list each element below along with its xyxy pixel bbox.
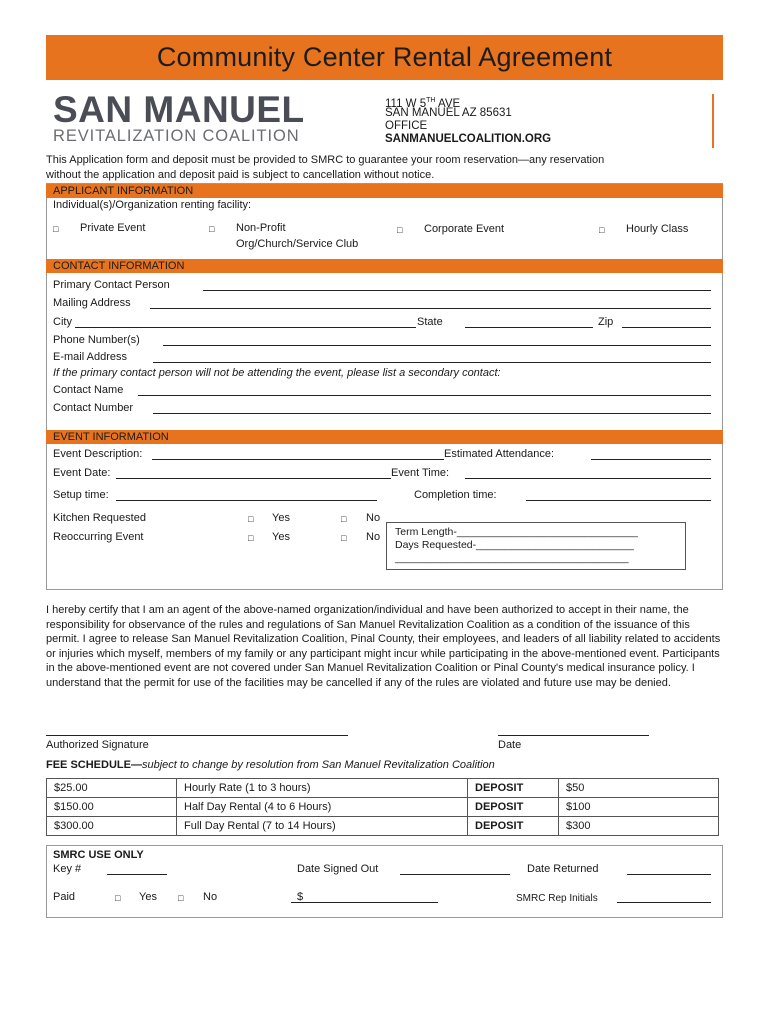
paid-no-label: No [203, 891, 218, 903]
dollar-sign: $ [297, 891, 304, 903]
phone-field[interactable] [163, 345, 711, 346]
date-signed-out-field[interactable] [400, 874, 510, 875]
contact-header: CONTACT INFORMATION [46, 259, 723, 273]
applicant-header: APPLICANT INFORMATION [46, 184, 723, 198]
table-row [47, 817, 719, 836]
paid-label: Paid [53, 891, 76, 903]
date-returned-field[interactable] [627, 874, 711, 875]
event-header: EVENT INFORMATION [46, 430, 723, 444]
key-field[interactable] [107, 874, 167, 875]
event-time-field[interactable] [465, 478, 711, 479]
key-label: Key # [53, 863, 82, 875]
contact-name-field[interactable] [138, 395, 711, 396]
address-street: 111 W 5TH AVE [385, 97, 461, 110]
fee-price: $150.00 [47, 798, 177, 817]
kitchen-requested-label: Kitchen Requested [53, 512, 146, 524]
signature-label: Authorized Signature [46, 739, 149, 751]
fee-deposit-amount: $300 [559, 817, 719, 836]
smrc-use-box [46, 845, 723, 918]
event-date-label: Event Date: [53, 467, 111, 479]
rep-initials-label: SMRC Rep Initials [516, 893, 598, 904]
fee-description: Full Day Rental (7 to 14 Hours) [177, 817, 468, 836]
completion-time-field[interactable] [526, 500, 711, 501]
logo-name: SAN MANUEL [53, 89, 305, 130]
setup-time-field[interactable] [116, 500, 377, 501]
state-field[interactable] [465, 327, 593, 328]
event-date-field[interactable] [116, 478, 391, 479]
zip-field[interactable] [622, 327, 711, 328]
contact-number-label: Contact Number [53, 402, 134, 414]
fee-deposit-label: DEPOSIT [468, 817, 559, 836]
table-row [47, 798, 719, 817]
nonprofit-sub-label: Org/Church/Service Club [236, 238, 359, 250]
intro-line-2: without the application and deposit paid is subject to cancellation without notice. [46, 169, 435, 181]
signature-field[interactable] [46, 735, 348, 736]
accent-divider [712, 94, 714, 148]
fee-deposit-amount: $100 [559, 798, 719, 817]
term-length-field[interactable]: Term Length-_______________________________ [395, 526, 638, 538]
reoccurring-no-checkbox[interactable]: □ [341, 533, 347, 543]
date-returned-label: Date Returned [527, 863, 599, 875]
smrc-header: SMRC USE ONLY [53, 849, 144, 861]
fee-deposit-label: DEPOSIT [468, 779, 559, 798]
hourly-class-label: Hourly Class [626, 223, 689, 235]
event-time-label: Event Time: [391, 467, 450, 479]
city-label: City [53, 316, 72, 328]
nonprofit-checkbox[interactable]: □ [209, 224, 215, 234]
attendance-field[interactable] [591, 459, 711, 460]
address-city: SAN MANUEL AZ 85631 [385, 107, 512, 119]
fee-schedule-heading: FEE SCHEDULE—subject to change by resolution from San Manuel Revitalization Coalition [46, 759, 495, 771]
signature-date-label: Date [498, 739, 522, 751]
mailing-address-label: Mailing Address [53, 297, 131, 309]
corporate-event-checkbox[interactable]: □ [397, 225, 403, 235]
fee-price: $300.00 [47, 817, 177, 836]
applicant-prompt: Individual(s)/Organization renting facility: [53, 199, 252, 211]
mailing-address-field[interactable] [150, 308, 711, 309]
setup-time-label: Setup time: [53, 489, 109, 501]
address-website: SANMANUELCOALITION.ORG [385, 133, 552, 145]
fee-table [46, 778, 719, 836]
intro-line-1: This Application form and deposit must be provided to SMRC to guarantee your room reservation—any reservation [46, 154, 605, 166]
logo-subtitle: REVITALIZATION COALITION [53, 127, 300, 145]
event-description-label: Event Description: [53, 448, 143, 460]
nonprofit-label: Non-Profit [236, 222, 286, 234]
address-office: OFFICE [385, 120, 428, 132]
days-requested-field[interactable]: Days Requested-___________________________ [395, 539, 634, 551]
private-event-label: Private Event [80, 222, 146, 234]
reoccurring-no-label: No [366, 531, 381, 543]
hourly-class-checkbox[interactable]: □ [599, 225, 605, 235]
paid-yes-checkbox[interactable]: □ [115, 893, 121, 903]
primary-contact-label: Primary Contact Person [53, 279, 170, 291]
kitchen-no-checkbox[interactable]: □ [341, 514, 347, 524]
secondary-contact-note: If the primary contact person will not be attending the event, please list a secondary contact: [53, 367, 501, 379]
email-label: E-mail Address [53, 351, 127, 363]
fee-description: Hourly Rate (1 to 3 hours) [177, 779, 468, 798]
paid-amount-field[interactable] [291, 902, 438, 903]
signature-date-field[interactable] [498, 735, 649, 736]
contact-number-field[interactable] [153, 413, 711, 414]
kitchen-yes-label: Yes [272, 512, 290, 524]
fee-deposit-amount: $50 [559, 779, 719, 798]
phone-label: Phone Number(s) [53, 334, 140, 346]
fee-price: $25.00 [47, 779, 177, 798]
paid-yes-label: Yes [139, 891, 157, 903]
reoccurring-yes-checkbox[interactable]: □ [248, 533, 254, 543]
page-title: Community Center Rental Agreement [46, 35, 723, 80]
kitchen-yes-checkbox[interactable]: □ [248, 514, 254, 524]
state-label: State [417, 316, 443, 328]
email-field[interactable] [153, 362, 711, 363]
reoccurring-yes-label: Yes [272, 531, 290, 543]
term-extra-field[interactable]: ________________________________________ [395, 552, 629, 564]
primary-contact-field[interactable] [203, 290, 711, 291]
reoccurring-event-label: Reoccurring Event [53, 531, 144, 543]
event-description-field[interactable] [152, 459, 444, 460]
fee-description: Half Day Rental (4 to 6 Hours) [177, 798, 468, 817]
rep-initials-field[interactable] [617, 902, 711, 903]
private-event-checkbox[interactable]: □ [53, 224, 59, 234]
city-field[interactable] [75, 327, 416, 328]
paid-no-checkbox[interactable]: □ [178, 893, 184, 903]
corporate-event-label: Corporate Event [424, 223, 505, 235]
zip-label: Zip [598, 316, 614, 328]
certification-text: I hereby certify that I am an agent of the above-named organization/individual and have been authorized to accept in their name, the responsibility for observance of the rules and regulations of San Manuel Revitalization Coalition as a condition of the issuance of this permit. I agree to release San Manuel Revitalization Coalition, Pinal County, their employees, and leaders of all liability related to accidents or injuries which myself, members of my family or any participant might incur while participating in the above-mentioned event. Participants in the above-mentioned event are not covered under San Manuel Revitalization Coalition or Pinal County's medical insurance policy. I understand that the permit for use of the facilities may be cancelled if any of the rules are violated and future use may be denied. [46, 604, 721, 689]
contact-name-label: Contact Name [53, 384, 124, 396]
completion-time-label: Completion time: [414, 489, 497, 501]
attendance-label: Estimated Attendance: [444, 448, 555, 460]
table-row [47, 779, 719, 798]
date-signed-out-label: Date Signed Out [297, 863, 379, 875]
fee-deposit-label: DEPOSIT [468, 798, 559, 817]
kitchen-no-label: No [366, 512, 381, 524]
